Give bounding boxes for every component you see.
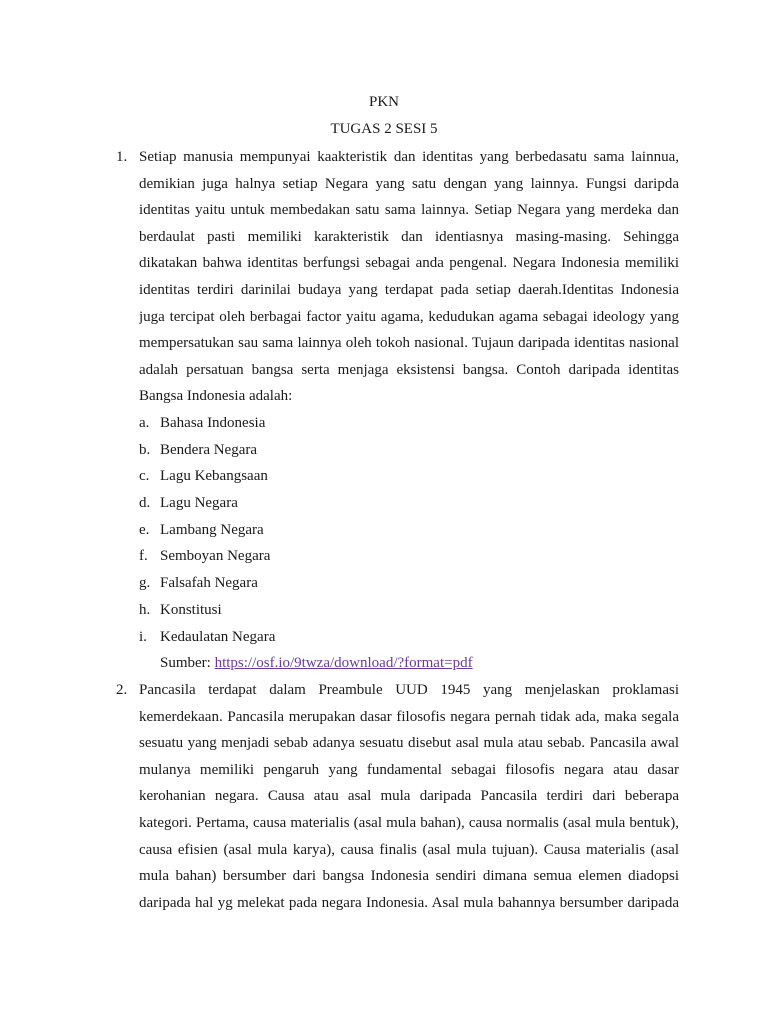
paragraph-line: Setiap manusia mempunyai kaakteristik dan identitas yang berbedasatu sama lainnua, (139, 149, 679, 165)
paragraph-line: kemerdekaan. Pancasila merupakan dasar filosofis negara pernah tidak ada, maka segala (139, 708, 679, 725)
paragraph-line: mempersatukan sau sama lainnya oleh tokoh nasional. Tujaun daripada identitas nasional (139, 335, 679, 352)
list-item-text: Falsafah Negara (160, 575, 258, 592)
document-title: PKN (368, 94, 399, 110)
list-marker: d. (139, 495, 151, 512)
paragraph-line: juga tercipat oleh berbagai factor yaitu agama, kedudukan agama sebagai ideology yang (139, 308, 679, 325)
item-number: 2. (116, 682, 128, 698)
paragraph-line: dikatakan bahwa identitas berfungsi sebagai anda pengenal. Negara Indonesia memiliki (139, 255, 679, 272)
paragraph-line: berdaulat pasti memiliki karakteristik dan identiasnya masing-masing. Sehingga (139, 228, 679, 245)
item-paragraph (139, 144, 679, 410)
list-item (139, 463, 679, 490)
paragraph-line: mula bahan) bersumber dari bangsa Indonesia sendiri dimana semua elemen diadopsi (139, 868, 679, 885)
paragraph-line: daripada hal yg melekat pada negara Indonesia. Asal mula bahannya bersumber daripada (139, 894, 679, 911)
list-marker: e. (139, 521, 150, 538)
item-paragraph (139, 677, 679, 916)
paragraph-line: kerohanian negara. Causa atau asal mula daripada Pancasila terdiri dari beberapa (139, 788, 679, 805)
list-marker: b. (139, 441, 151, 458)
list-marker: a. (139, 415, 150, 431)
list-item (139, 437, 679, 464)
paragraph-line: demikian juga halnya setiap Negara yang satu dengan yang lainnya. Fungsi daripda (139, 175, 679, 192)
document-subtitle: TUGAS 2 SESI 5 (330, 121, 438, 137)
paragraph-line: identitas terdiri darinilai budaya yang terdapat pada setiap daerah.Identitas Indonesia (139, 281, 679, 298)
list-item (139, 597, 679, 624)
list-item (139, 490, 679, 517)
paragraph-line: sesuatu yang menjadi sebab adanya sesuatu disebut asal mula atau sebab. Pancasila awal (139, 735, 679, 752)
list-item (139, 570, 679, 597)
paragraph-line: kategori. Pertama, causa materialis (asal mula bahan), causa normalis (asal mula bentuk), (139, 814, 679, 831)
list-marker: h. (139, 601, 151, 618)
item-number: 1. (116, 149, 128, 165)
list-item-text: Semboyan Negara (160, 548, 271, 565)
paragraph-line: mulanya memiliki pengaruh yang fundamental sebagai filosofis negara atau dasar (139, 761, 679, 778)
list-item-text: Bahasa Indonesia (160, 415, 266, 431)
list-item (139, 517, 679, 544)
paragraph-line: causa efisien (asal mula karya), causa finalis (asal mula tujuan). Causa materialis (asal (139, 841, 679, 858)
list-item-text: Kedaulatan Negara (160, 628, 276, 645)
list-item-text: Bendera Negara (160, 441, 258, 458)
list-item-text: Konstitusi (160, 601, 222, 618)
list-item (139, 410, 679, 437)
list-item (139, 624, 679, 651)
source-citation (160, 650, 473, 676)
paragraph-line: Bangsa Indonesia adalah: (139, 388, 293, 405)
list-item-text: Lambang Negara (160, 521, 264, 538)
source-label: Sumber: (160, 655, 215, 671)
source-link[interactable]: https://osf.io/9twza/download/?format=pdf (214, 655, 473, 671)
paragraph-line: Pancasila terdapat dalam Preambule UUD 1945 yang menjelaskan proklamasi (139, 682, 679, 698)
list-marker: i. (139, 628, 147, 645)
paragraph-line: adalah persatuan bangsa serta menjaga eksistensi bangsa. Contoh daripada identitas (139, 361, 679, 378)
list-item-text: Lagu Kebangsaan (160, 468, 268, 485)
list-item (139, 543, 679, 570)
list-item-text: Lagu Negara (160, 495, 238, 512)
paragraph-line: identitas yaitu untuk membedakan satu sama lainnya. Setiap Negara yang merdeka dan (139, 202, 679, 219)
list-marker: f. (139, 548, 148, 565)
list-marker: c. (139, 468, 150, 485)
identity-list (139, 410, 679, 650)
list-marker: g. (139, 575, 151, 592)
